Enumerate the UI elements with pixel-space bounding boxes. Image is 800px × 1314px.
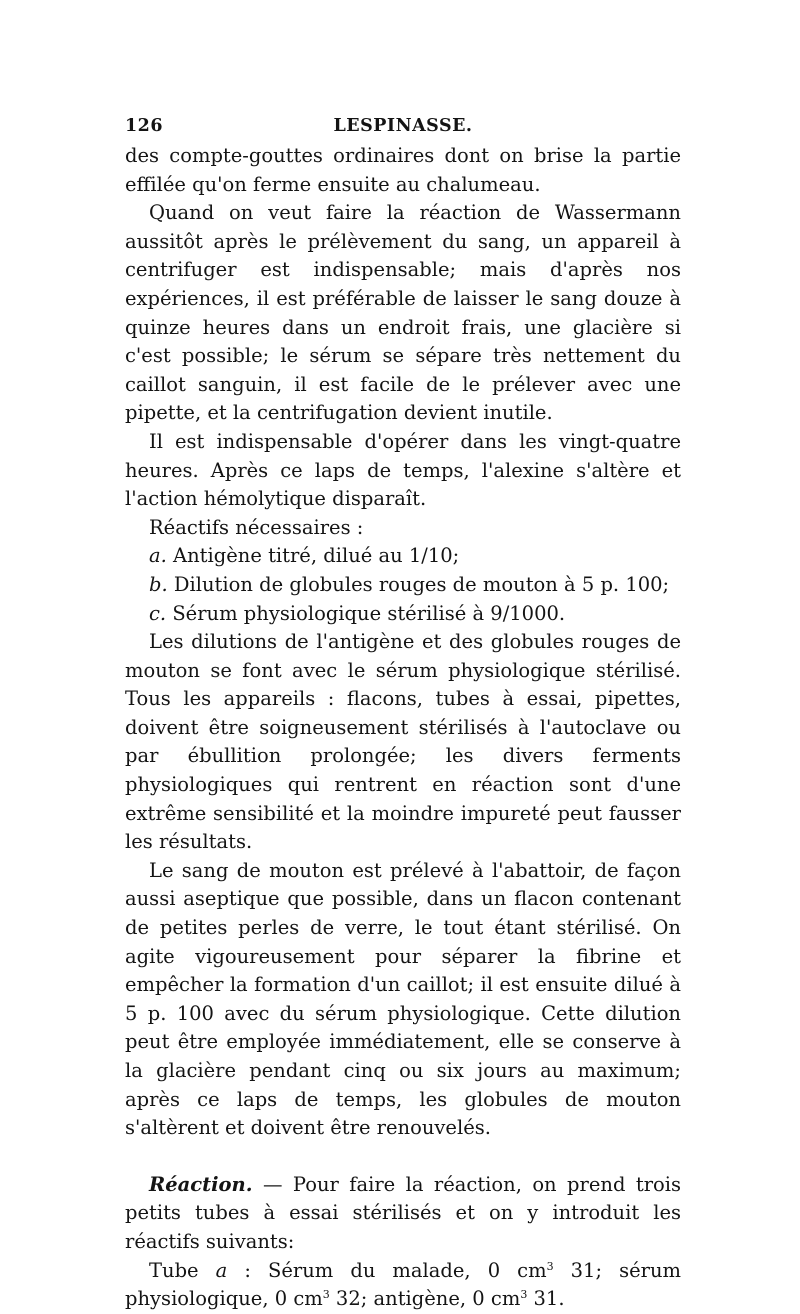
tube-text-1: Sérum du malade, 0 cm [268,1258,547,1282]
superscript: 3 [322,1288,330,1302]
reagent-letter: a. [149,544,167,568]
em-dash: — [252,1172,293,1196]
paragraph-wassermann: Quand on veut faire la réaction de Wassermann aussitôt après le prélèvement du sang, un appareil à centrifuger est indispensable; mais d'après nos expériences, il est préférable de laisser le sang douze à quinze heures dans un endroit frais, une glacière si c'est possible; le sérum se sépare très nettement du caillot sanguin, il est facile de le prélever avec une pipette, et la centrifugation devient inutile. [125,201,681,425]
tube-letter: a [215,1258,228,1282]
reagent-item [125,600,681,629]
reagents-heading: Réactifs nécessaires : [149,515,364,539]
section-title-reaction: Réaction. [149,1172,253,1196]
reagent-text: Antigène titré, dilué au 1/10; [173,544,460,568]
reagent-letter: c. [149,601,167,625]
reagent-letter: b. [149,572,168,596]
reagent-text: Sérum physiologique stérilisé à 9/1000. [172,601,566,625]
paragraph-continuation: des compte-gouttes ordinaires dont on brise la partie effilée qu'on ferme ensuite au chalumeau. [125,144,681,196]
tube-text-3: 32; antigène, 0 cm [329,1287,521,1311]
superscript: 3 [520,1288,528,1302]
book-page [125,112,681,1314]
paragraph-tube-a [125,1257,681,1314]
reagent-item [125,542,681,571]
superscript: 3 [546,1259,554,1273]
paragraph-reaction [125,1171,681,1257]
tube-label: Tube [149,1258,216,1282]
paragraph-sheep-blood: Le sang de mouton est prélevé à l'abattoir, de façon aussi aseptique que possible, dans un flacon contenant de petites perles de verre, le tout étant stérilisé. On agite vigoureusement pour séparer la fibrine et empêcher la formation d'un caillot; il est ensuite dilué à 5 p. 100 avec du sérum physiologique. Cette dilution peut être employée immédiatement, elle se conserve à la glacière pendant cinq ou six jours au maximum; après ce laps de temps, les globules de mouton s'altèrent et doivent être renouvelés. [125,858,681,1140]
tube-text-4: 31. [527,1287,565,1311]
tube-text-2: 31; sérum physiologique, 0 cm [125,1258,682,1311]
reaction-text: Pour faire la réaction, on prend trois petits tubes à essai stérilisés et on y introduit les réactifs suivants: [125,1172,681,1253]
reagent-text: Dilution de globules rouges de mouton à 5 p. 100; [173,572,670,596]
tube-colon: : [227,1258,268,1282]
running-head [125,112,681,142]
page-number: 126 [125,116,164,136]
paragraph-dilutions: Les dilutions de l'antigène et des globules rouges de mouton se font avec le sérum physiologique stérilisé. Tous les appareils : flacons, tubes à essai, pipettes, doivent être soigneusement stérilisés à l'autoclave ou par ébullition prolongée; les divers ferments physiologiques qui rentrent en réaction sont d'une extrême sensibilité et la moindre impureté peut fausser les résultats. [125,630,681,854]
paragraph-alexine: Il est indispensable d'opérer dans les vingt-quatre heures. Après ce laps de temps, l'alexine s'altère et l'action hémolytique disparaît. [125,429,681,511]
running-title: LESPINASSE. [333,116,473,136]
reagent-item [125,571,681,600]
section-gap [125,1143,681,1171]
